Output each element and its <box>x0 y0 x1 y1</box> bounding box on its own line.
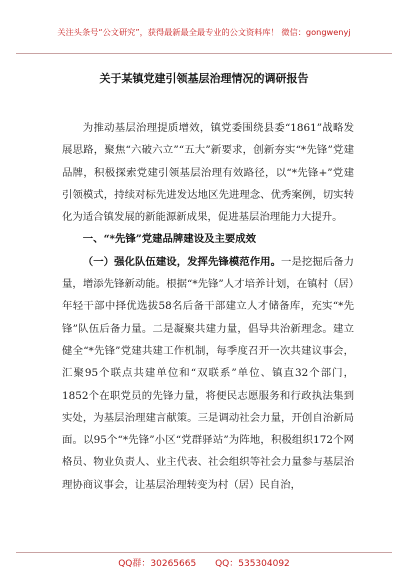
section-heading: 一、“*先锋”党建品牌建设及主要成效 <box>82 233 257 246</box>
header-banner: 关注头条号“公文研究”，获得最新最全最专业的公文资料库！ 微信：gongwenyj <box>57 27 351 37</box>
qq-group: QQ群：30265665 <box>118 559 197 569</box>
footer-divider <box>16 552 392 553</box>
qq-number: QQ：535304092 <box>215 559 290 569</box>
subsection-heading: （一）强化队伍建设，发挥先锋模范作用。 <box>82 255 282 268</box>
footer-contact <box>0 556 408 569</box>
subsection-paragraph <box>62 251 354 496</box>
intro-paragraph: 为推动基层治理提质增效，镇党委围绕县委“1861”战略发展思路，聚焦“六破六立”“五大”新要求，创新夯实“*先锋”党建品牌，积极探索党建引领基层治理有效路径，以“*先锋+”党建引领模式，持续对标先进发达地区先进理念、优秀案例，切实转化为适合镇发展的新能源新成果，促进基层治理能力大提升。 <box>62 122 354 224</box>
header-divider <box>16 53 392 54</box>
document-body <box>62 117 354 496</box>
subsection-body: 一是挖掘后备力量，增添先锋新动能。根据“*先锋”人才培养计划，在镇村（居）年轻干部中择优选拔58名后备干部建立人才储备库，充实“*先锋”队伍后备力量。二是凝聚共建力量，倡导共治新理念。建立健全“*先锋”党建共建工作机制，每季度召开一次共建议事会，汇聚95个联点共建单位和“双联系”单位、镇直32个部门，1852个在职党员的先锋力量，将便民志愿服务和行政执法集到实处，为基层治理建言献策。三是调动社会力量，开创自治新局面。以95个“*先锋”小区“党群驿站”为阵地，积极组织172个网格员、物业负责人、业主代表、社会组织等社会力量参与基层治理协商议事会，让基层治理转变为村（居）民自治， <box>62 255 355 491</box>
document-title: 关于某镇党建引领基层治理情况的调研报告 <box>99 72 309 85</box>
